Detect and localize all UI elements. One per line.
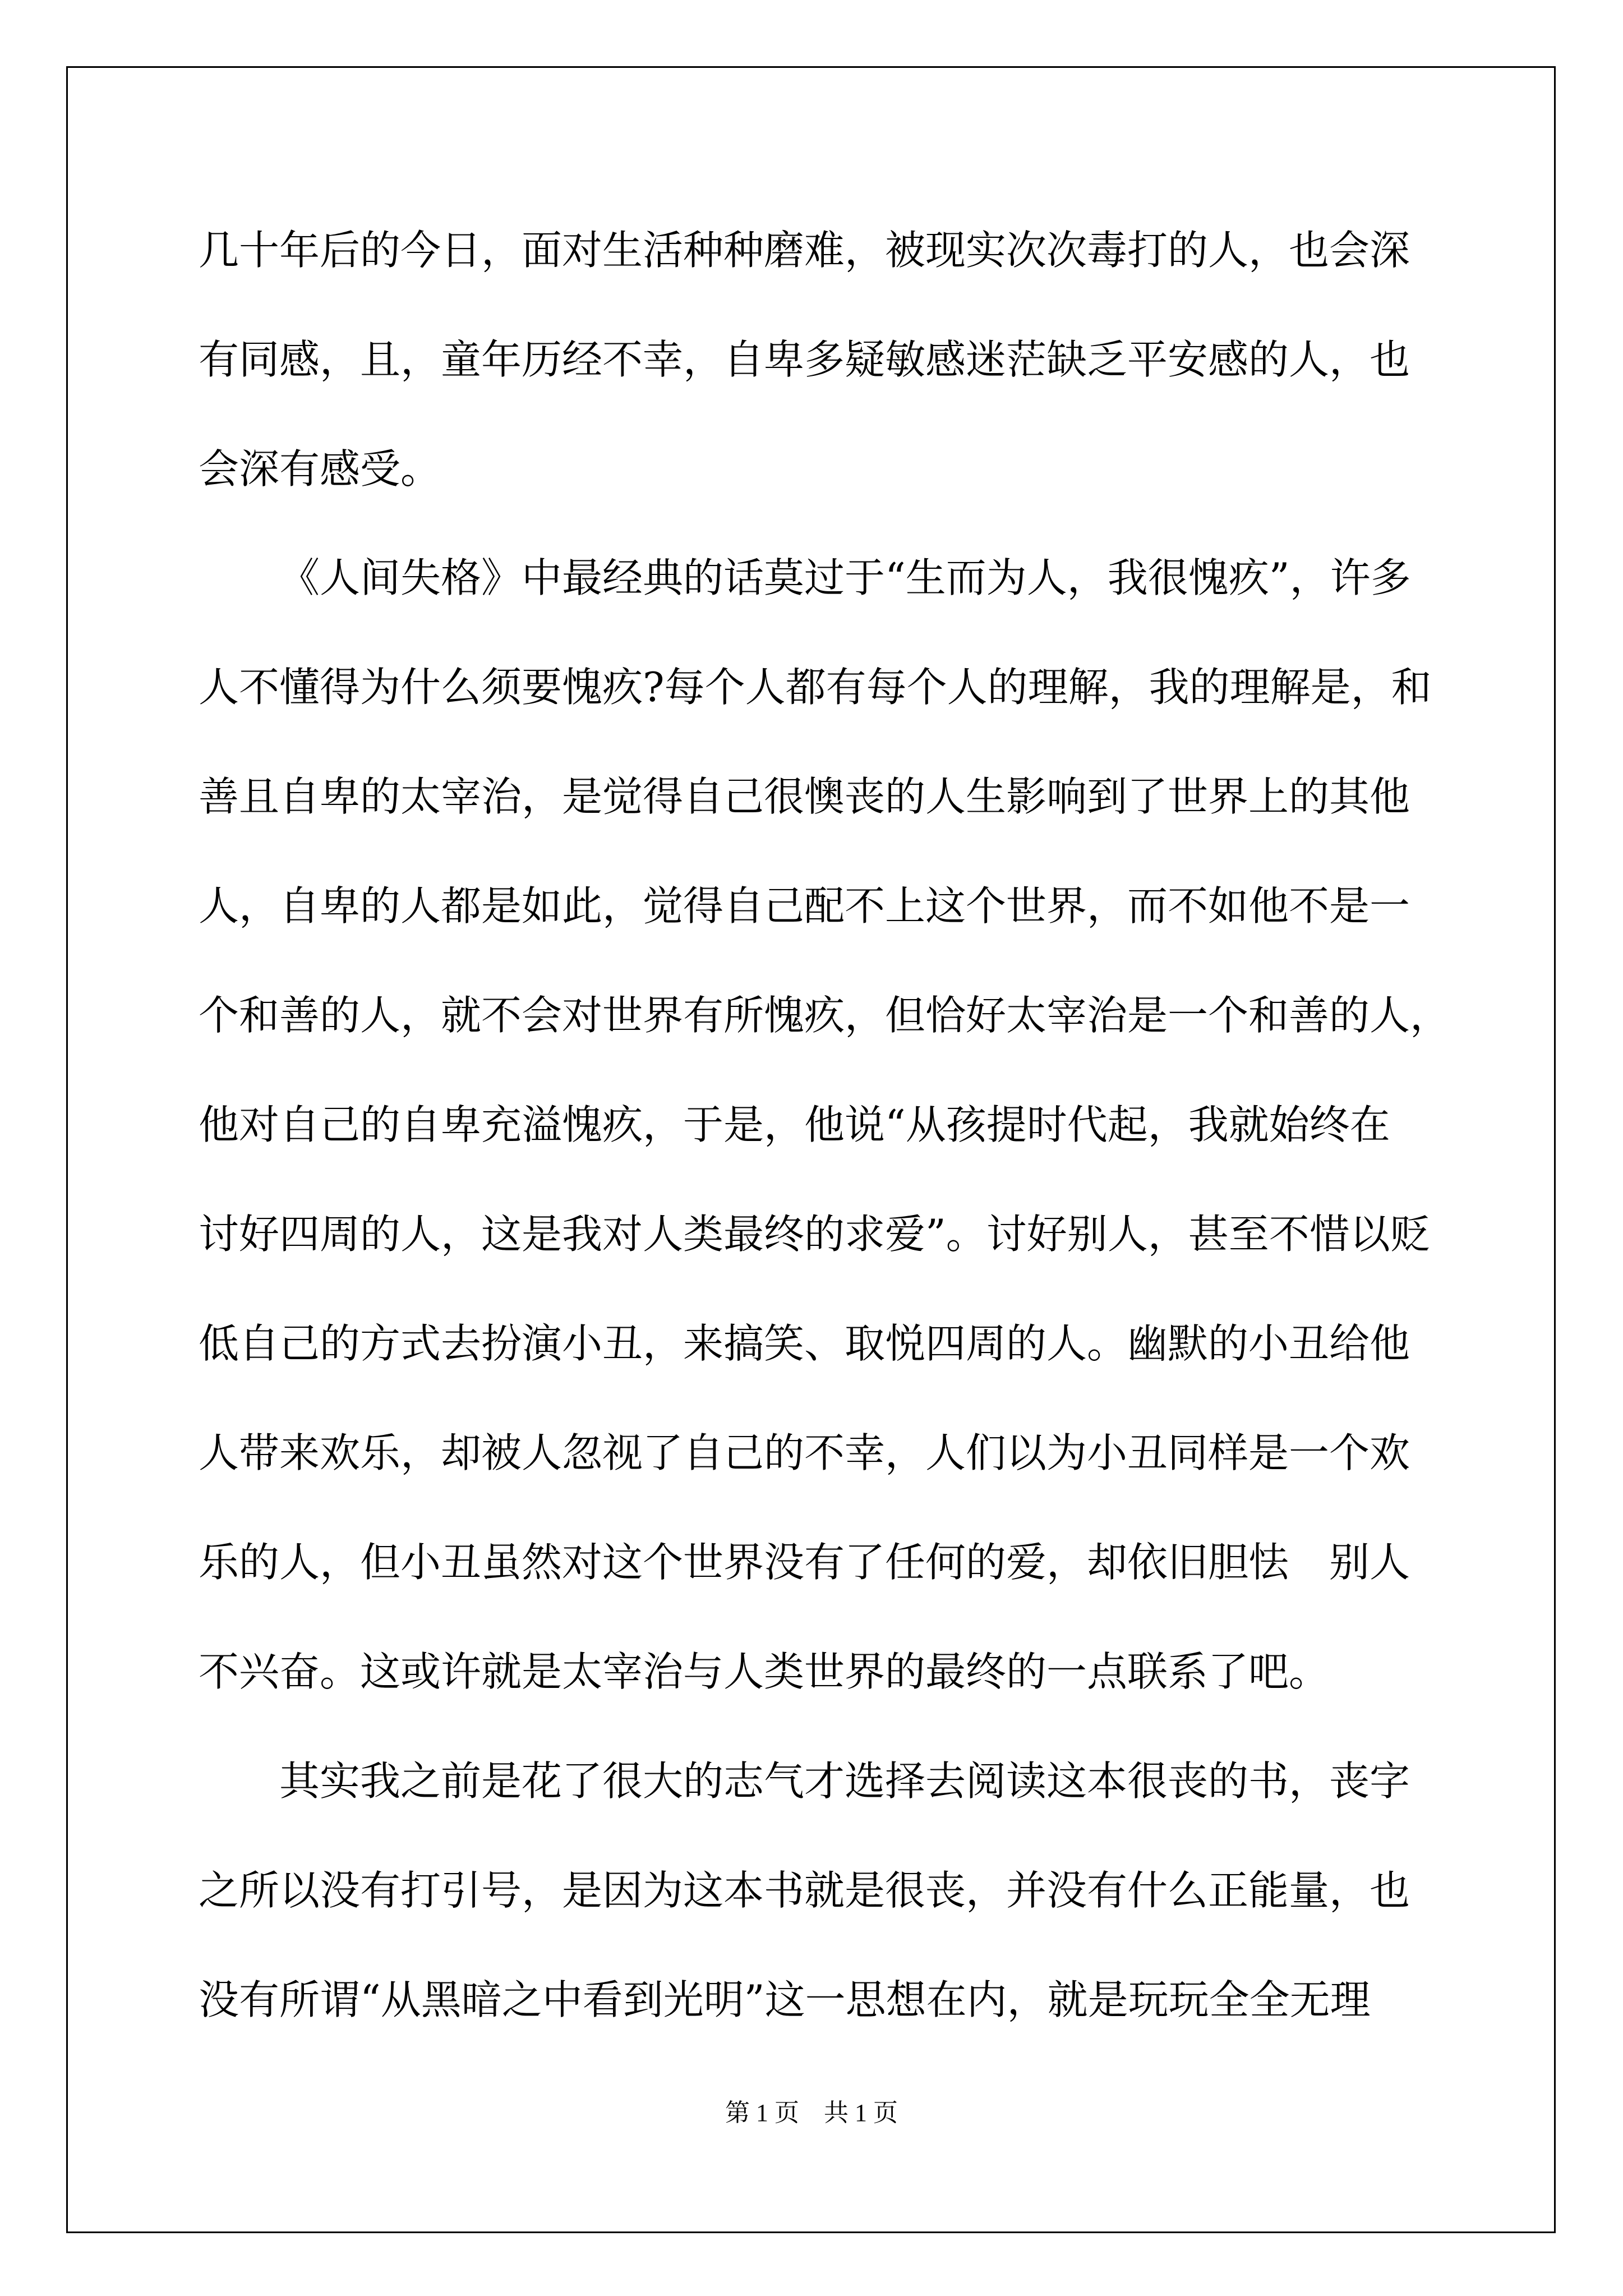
page-number-footer: 第 1 页 共 1 页 xyxy=(725,2099,898,2127)
paragraph-line: 讨好四周的人，这是我对人类最终的求爱”。讨好别人，甚至不惜以贬 xyxy=(199,1211,1431,1258)
paragraph-line: 个和善的人，就不会对世界有所愧疚，但恰好太宰治是一个和善的人， xyxy=(199,992,1451,1039)
paragraph-line: 乐的人，但小丑虽然对这个世界没有了任何的爱，却依旧胆怯 别人 xyxy=(199,1539,1410,1586)
paragraph-line: 会深有感受。 xyxy=(199,445,441,493)
paragraph-line: 低自己的方式去扮演小丑，来搞笑、取悦四周的人。幽默的小丑给他 xyxy=(199,1320,1410,1367)
paragraph-line: 善且自卑的太宰治，是觉得自己很懊丧的人生影响到了世界上的其他 xyxy=(199,773,1410,820)
paragraph-line: 几十年后的今日，面对生活种种磨难，被现实次次毒打的人，也会深 xyxy=(199,227,1410,274)
paragraph-line: 没有所谓“从黑暗之中看到光明”这一思想在内，就是玩玩全全无理 xyxy=(199,1976,1371,2023)
paragraph-line: 其实我之前是花了很大的志气才选择去阅读这本很丧的书，丧字 xyxy=(279,1757,1410,1805)
paragraph-line: 之所以没有打引号，是因为这本书就是很丧，并没有什么正能量，也 xyxy=(199,1867,1410,1914)
paragraph-line: 人带来欢乐，却被人忽视了自己的不幸，人们以为小丑同样是一个欢 xyxy=(199,1429,1410,1476)
paragraph-line: 他对自己的自卑充溢愧疚，于是，他说“从孩提时代起，我就始终在 xyxy=(199,1101,1390,1148)
paragraph-line: 有同感，且，童年历经不幸，自卑多疑敏感迷茫缺乏平安感的人，也 xyxy=(199,336,1410,383)
paragraph-line: 《人间失格》中最经典的话莫过于“生而为人，我很愧疚”，许多 xyxy=(279,554,1411,601)
paragraph-line: 人不懂得为什么须要愧疚?每个人都有每个人的理解，我的理解是，和 xyxy=(199,664,1432,711)
paragraph-line: 人，自卑的人都是如此，觉得自己配不上这个世界，而不如他不是一 xyxy=(199,882,1410,930)
paragraph-line: 不兴奋。这或许就是太宰治与人类世界的最终的一点联系了吧。 xyxy=(199,1648,1330,1695)
